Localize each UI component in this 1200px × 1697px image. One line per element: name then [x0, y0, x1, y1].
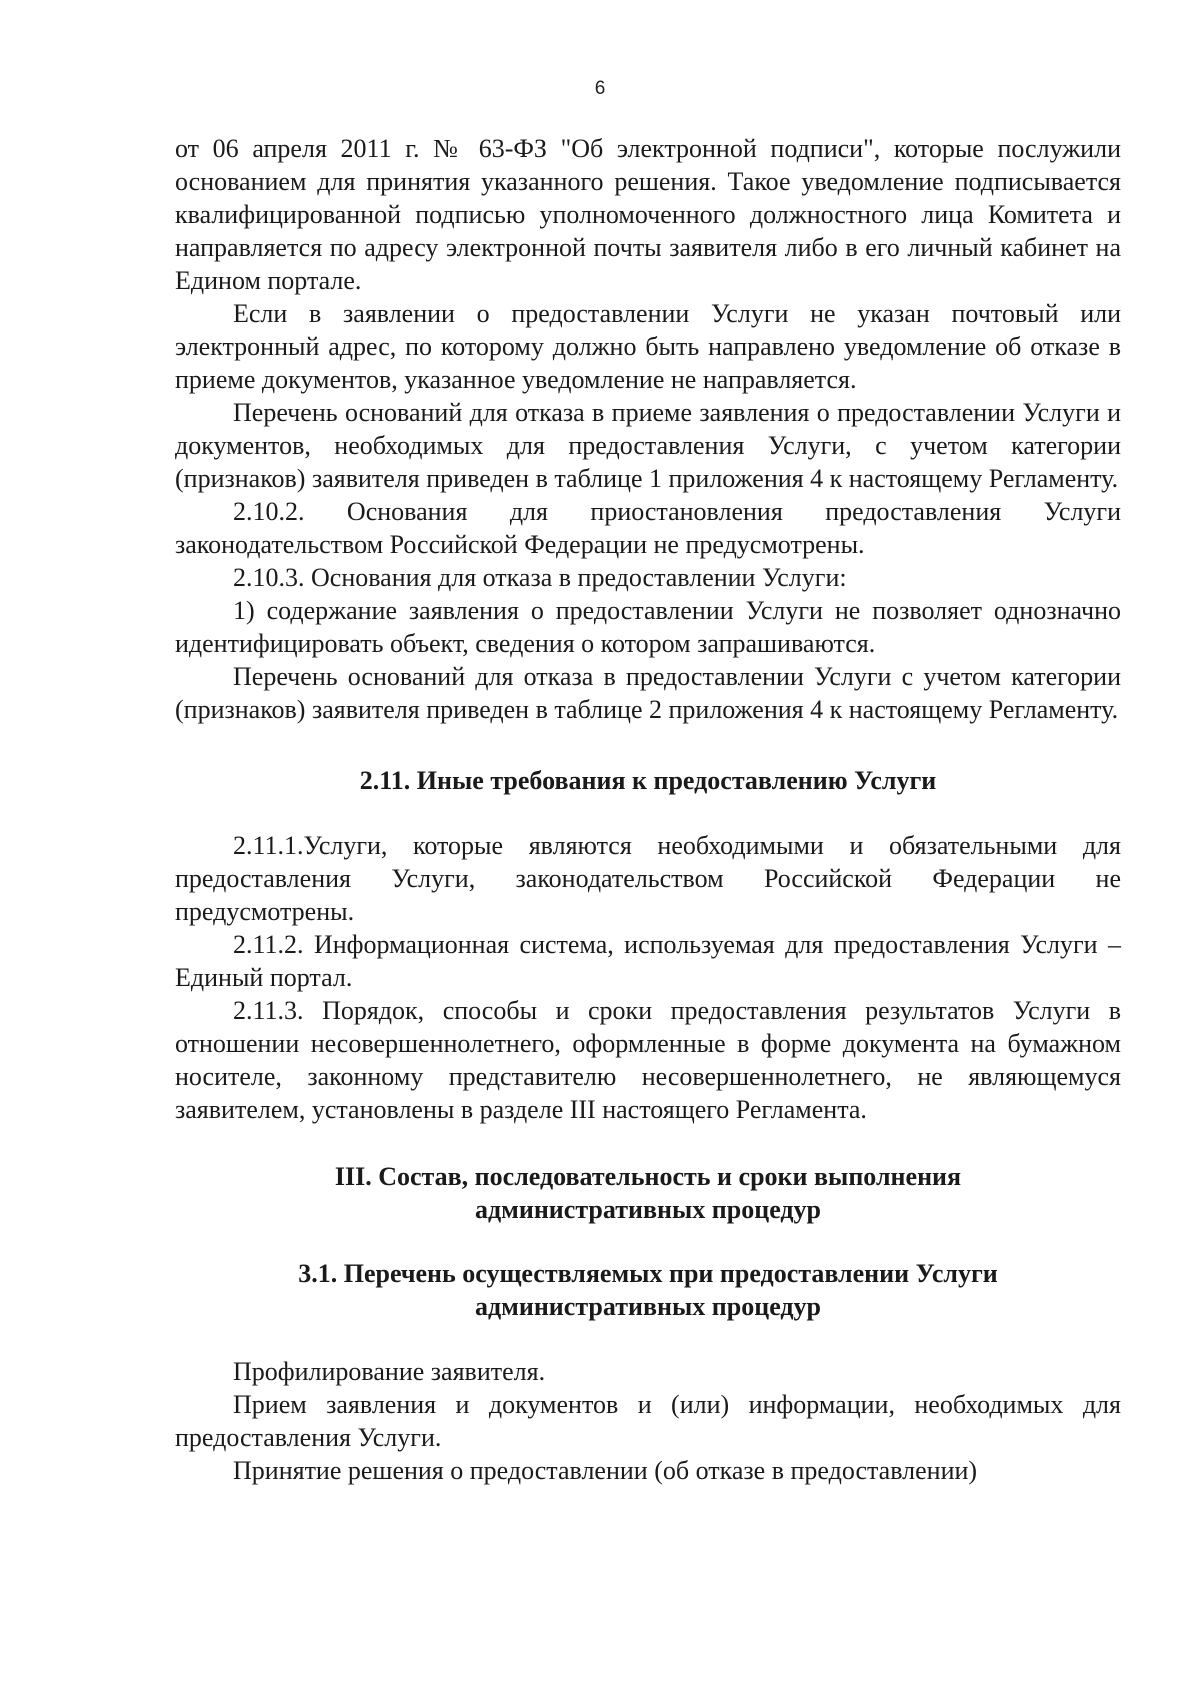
- paragraph-2-10-3: 2.10.3. Основания для отказа в предоставлении Услуги:: [233, 563, 847, 592]
- heading-3-1-line-2: административных процедур: [474, 1292, 822, 1321]
- paragraph-decision: Принятие решения о предоставлении (об отказе в предоставлении): [233, 1456, 978, 1485]
- heading-section-iii-line-2: административных процедур: [474, 1195, 822, 1224]
- paragraph-no-address: Если в заявлении о предоставлении Услуги не указан почтовый или электронный адрес, по которому должно быть направлено уведомление об отказе в приеме документов, указанное уведомление не направляется.: [175, 299, 1121, 394]
- paragraph-refusal-grounds-reception: Перечень оснований для отказа в приеме заявления о предоставлении Услуги и документов, необходимых для предоставления Услуги, с учетом категории (признаков) заявителя приведен в таблице 1 приложения 4 к настоящему Регламенту.: [175, 398, 1121, 493]
- document-body: [175, 132, 1121, 1487]
- heading-2-11: 2.11. Иные требования к предоставлению Услуги: [359, 766, 937, 795]
- paragraph-refusal-grounds-service: Перечень оснований для отказа в предоставлении Услуги с учетом категории (признаков) заявителя приведен в таблице 2 приложения 4 к настоящему Регламенту.: [175, 662, 1121, 724]
- paragraph-2-11-1: 2.11.1.Услуги, которые являются необходимыми и обязательными для предоставления Услуги, законодательством Российской Федерации не предусмотрены.: [175, 831, 1121, 926]
- heading-3-1: [175, 1257, 1121, 1323]
- heading-section-iii: [175, 1160, 1121, 1226]
- heading-section-iii-line-1: III. Состав, последовательность и сроки выполнения: [334, 1162, 962, 1191]
- paragraph-2-11-2: 2.11.2. Информационная система, используемая для предоставления Услуги – Единый портал.: [175, 930, 1121, 992]
- page-number: 6: [594, 78, 606, 99]
- paragraph-2-11-3: 2.11.3. Порядок, способы и сроки предоставления результатов Услуги в отношении несовершеннолетнего, оформленные в форме документа на бумажном носителе, законному представителю несовершеннолетнего, не являющемуся заявителем, установлены в разделе III настоящего Регламента.: [175, 996, 1121, 1124]
- paragraph-intro: от 06 апреля 2011 г. № 63-ФЗ "Об электронной подписи", которые послужили основанием для принятия указанного решения. Такое уведомление подписывается квалифицированной подписью уполномоченного должностного лица Комитета и направляется по адресу электронной почты заявителя либо в его личный кабинет на Едином портале.: [175, 134, 1121, 295]
- paragraph-2-10-2: 2.10.2. Основания для приостановления предоставления Услуги законодательством Российской Федерации не предусмотрены.: [175, 497, 1121, 559]
- paragraph-profiling: Профилирование заявителя.: [233, 1357, 546, 1386]
- heading-3-1-line-1: 3.1. Перечень осуществляемых при предоставлении Услуги: [298, 1259, 998, 1288]
- paragraph-reception: Прием заявления и документов и (или) информации, необходимых для предоставления Услуги.: [175, 1390, 1121, 1452]
- paragraph-2-10-3-item-1: 1) содержание заявления о предоставлении Услуги не позволяет однозначно идентифицировать объект, сведения о котором запрашиваются.: [175, 596, 1121, 658]
